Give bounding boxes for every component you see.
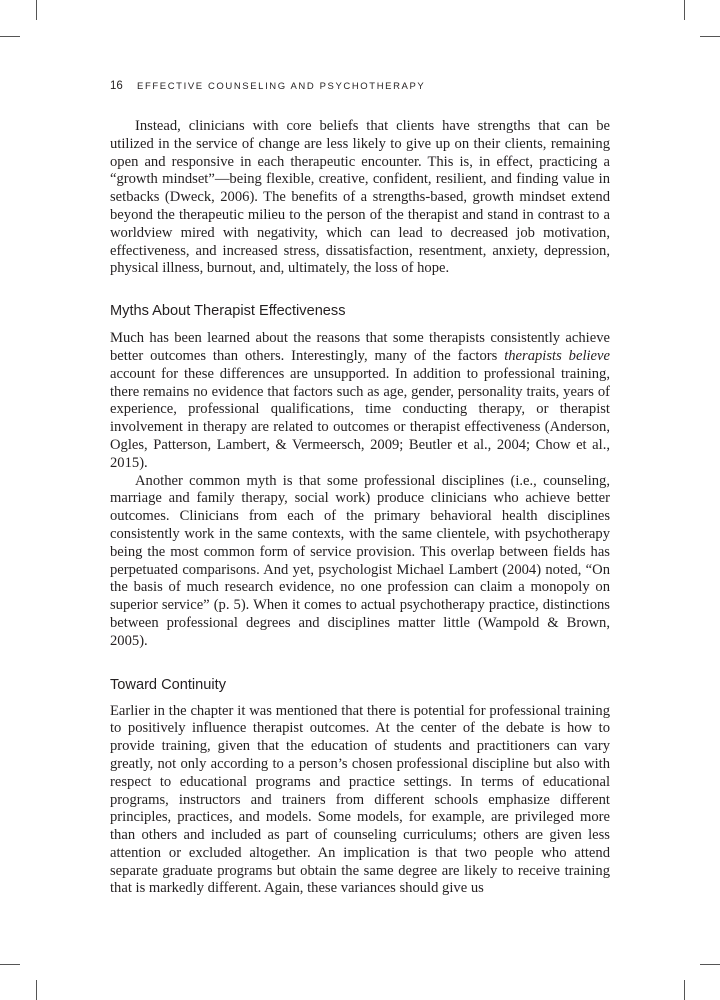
crop-mark-top-left-vertical — [36, 0, 37, 20]
section-heading-myths: Myths About Therapist Effectiveness — [110, 303, 346, 320]
paragraph-myths-intro-text-b: account for these differences are unsupported. In addition to professional training, there remains no evidence that factors such as age, gender, personality traits, years of experience, professional qualifications, time conducting therapy, or therapist involvement in therapy are related to outcomes or therapist effectiveness (Anderson, Ogles, Patterson, Lambert, & Vermeersch, 2009; Beutler et al., 2004; Chow et al., 2015). — [110, 365, 610, 471]
paragraph-myths-intro — [110, 330, 610, 472]
paragraph-myths-intro-text-a: Much has been learned about the reasons that some therapists consistently achieve better outcomes than others. Interestingly, many of the factors — [110, 330, 610, 364]
paragraph-growth-mindset: Instead, clinicians with core beliefs that clients have strengths that can be utilized in the service of change are less likely to give up on their clients, remaining open and responsive in each therapeutic encounter. This is, in effect, practicing a “growth mindset”—being flexible, creative, confident, resilient, and finding value in setbacks (Dweck, 2006). The benefits of a strengths-based, growth mindset extend beyond the therapeutic milieu to the person of the therapist and stand in contrast to a worldview mired with negativity, which can lead to decreased job motivation, effectiveness, and increased stress, dissatisfaction, resentment, anxiety, depression, physical illness, burnout, and, ultimately, the loss of hope. — [110, 118, 610, 277]
crop-mark-bottom-right-horizontal — [700, 964, 720, 965]
crop-mark-top-right-vertical — [684, 0, 685, 20]
paragraph-disciplines-myth: Another common myth is that some professional disciplines (i.e., counseling, marriage and family therapy, social work) produce clinicians who achieve better outcomes. Clinicians from each of the primary behavioral health disciplines consistently work in the same contexts, with the same clientele, with psychotherapy being the most common form of service provision. This overlap between fields has perpetuated comparisons. And yet, psychologist Michael Lambert (2004) noted, “On the basis of much research evidence, no one profession can claim a monopoly on superior service” (p. 5). When it comes to actual psychotherapy practice, distinctions between professional degrees and disciplines matter little (Wampold & Brown, 2005). — [110, 472, 610, 649]
crop-mark-top-right-horizontal — [700, 36, 720, 37]
body-text — [110, 118, 610, 898]
page-number: 16 — [110, 80, 123, 92]
crop-mark-bottom-left-horizontal — [0, 964, 20, 965]
crop-mark-bottom-left-vertical — [36, 980, 37, 1000]
crop-mark-bottom-right-vertical — [684, 980, 685, 1000]
paragraph-myths-intro-italic: therapists believe — [504, 347, 610, 364]
running-head — [110, 80, 610, 92]
section-heading-continuity: Toward Continuity — [110, 676, 226, 693]
book-title: EFFECTIVE COUNSELING AND PSYCHOTHERAPY — [137, 81, 426, 92]
crop-mark-top-left-horizontal — [0, 36, 20, 37]
paragraph-continuity: Earlier in the chapter it was mentioned that there is potential for professional training to positively influence therapist outcomes. At the center of the debate is how to provide training, given that the education of students and practitioners can vary greatly, not only according to a person’s chosen professional discipline but also with respect to educational programs and practice settings. In terms of educational programs, instructors and trainers from different schools emphasize different principles, practices, and models. Some models, for example, are privileged more than others and included as part of counseling curriculums; others are given less attention or excluded altogether. An implication is that two people who attend separate graduate programs but obtain the same degree are likely to receive training that is markedly different. Again, these variances should give us — [110, 702, 610, 897]
